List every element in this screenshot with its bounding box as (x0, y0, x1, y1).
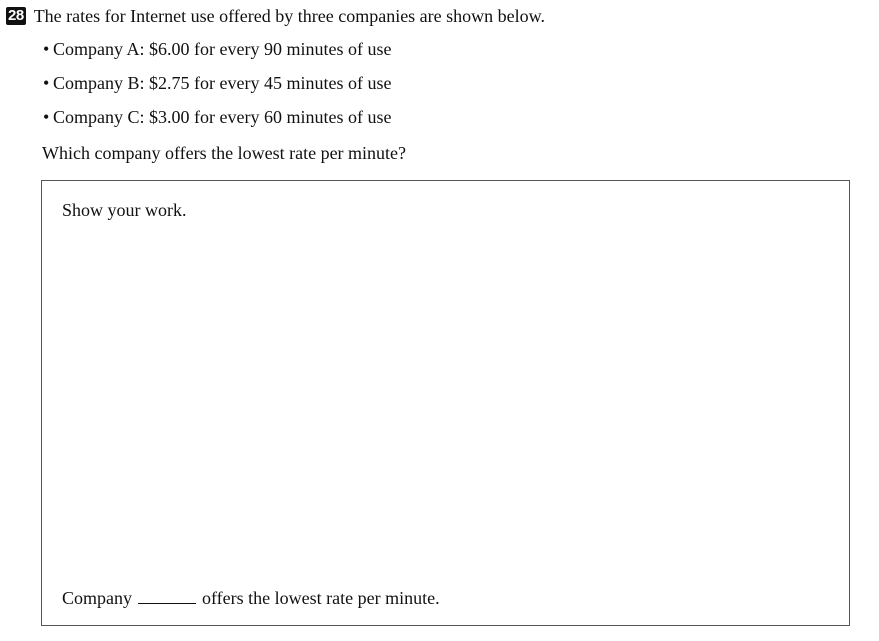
list-item (43, 72, 391, 106)
bullet-text: Company B: $2.75 for every 45 minutes of use (53, 73, 392, 93)
bullet-icon: • (43, 73, 50, 93)
list-item (43, 106, 391, 140)
question-number-badge: 28 (8, 7, 24, 24)
answer-prefix: Company (62, 588, 132, 608)
bullet-icon: • (43, 39, 50, 59)
bullet-text: Company A: $6.00 for every 90 minutes of use (53, 39, 392, 59)
bullet-icon: • (43, 107, 50, 127)
question-header (6, 5, 545, 27)
bullet-text: Company C: $3.00 for every 60 minutes of use (53, 107, 392, 127)
question-prompt: Which company offers the lowest rate per minute? (42, 143, 407, 163)
company-rates-list (43, 38, 391, 140)
list-item (43, 38, 391, 72)
answer-suffix: offers the lowest rate per minute. (202, 588, 440, 608)
answer-blank-input[interactable] (138, 587, 196, 604)
answer-sentence (62, 587, 440, 609)
answer-box[interactable] (41, 180, 850, 626)
question-stem: The rates for Internet use offered by three companies are shown below. (33, 6, 545, 26)
show-work-label: Show your work. (62, 200, 187, 220)
